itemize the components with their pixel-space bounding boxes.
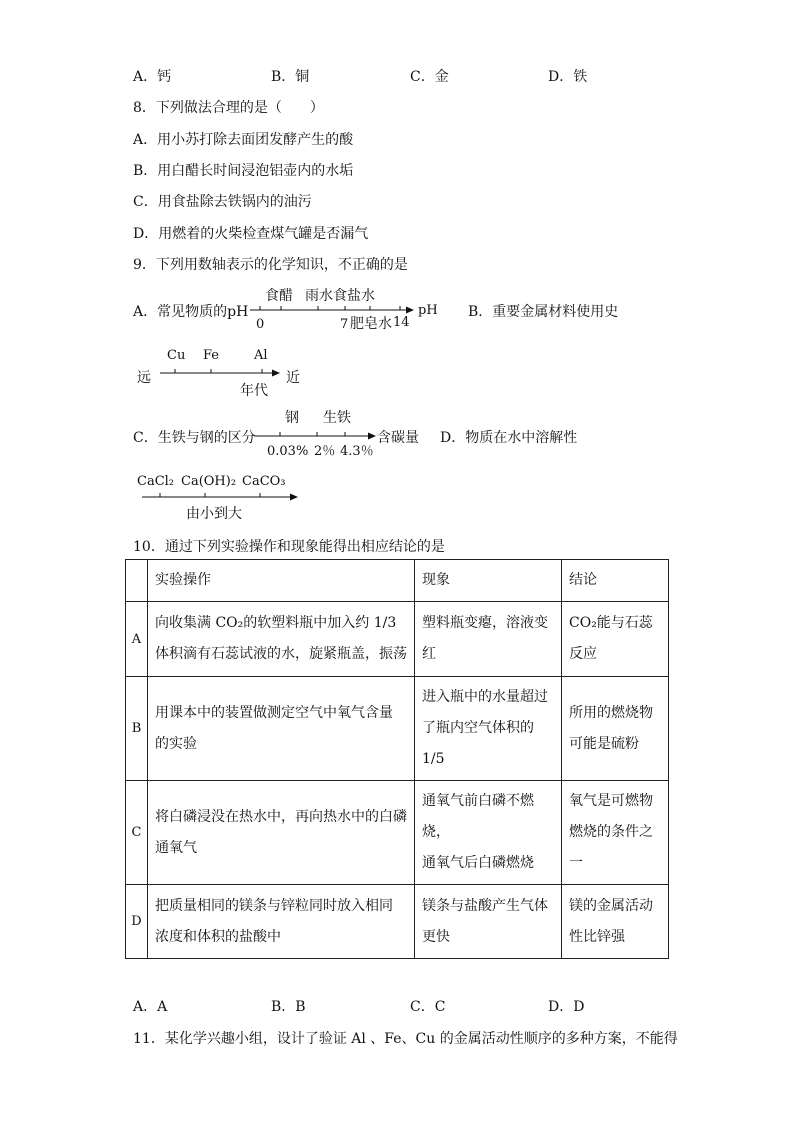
q9-a-bottom-0: 0 [256,317,265,332]
header-cell-phenomenon: 现象 [415,560,562,602]
row-letter: B [126,677,148,781]
q9-b-metal-al: Al [254,348,268,363]
row-conclusion: 氧气是可燃物 燃烧的条件之 一 [562,781,669,885]
table-row [126,677,669,781]
q9-b-axis-arrow [272,370,280,377]
q10-stem: 10．通过下列实验操作和现象能得出相应结论的是 [133,539,445,555]
q10-option-c: C．C [410,999,446,1015]
q9-stem: 9．下列用数轴表示的化学知识，不正确的是 [133,257,408,273]
table-row [126,781,669,885]
table-row [126,885,669,959]
q9-b-far: 远 [137,370,151,386]
q9-d-axis-label: 由小到大 [186,506,242,522]
q8-option-a: A．用小苏打除去面团发酵产生的酸 [133,132,354,148]
q9-a-label: A．常见物质的pH [133,304,249,320]
q9-a-axis-arrow [406,307,414,314]
q9-d-axis-arrow [290,494,298,501]
row-phenomenon: 通氧气前白磷不燃烧， 通氧气后白磷燃烧 [415,781,562,885]
row-conclusion: CO₂能与石蕊 反应 [562,602,669,677]
table-row [126,602,669,677]
q11-stem: 11．某化学兴趣小组，设计了验证 Al 、Fe、Cu 的金属活动性顺序的多种方案，不能得 [133,1031,678,1047]
row-operation: 将白磷浸没在热水中，再向热水中的白磷 通氧气 [148,781,415,885]
q9-b-near: 近 [286,370,300,386]
header-cell-operation: 实验操作 [148,560,415,602]
q9-a-top-saltwater: 食盐水 [333,288,375,304]
q8-stem: 8．下列做法合理的是（ ） [133,100,324,116]
q10-option-a: A．A [133,999,168,1015]
q9-d-top-caco3: CaCO₃ [242,474,286,489]
q9-a-axis-label: pH [418,303,438,318]
q10-table [125,559,669,959]
header-cell-conclusion: 结论 [562,560,669,602]
q9-c-bottom-2: 2％ [314,444,336,459]
q9-d-top-cacl2: CaCl₂ [137,474,175,489]
q9-a-bottom-soap: 肥皂水 [350,316,392,332]
q7-option-d: D．铁 [548,69,588,85]
row-conclusion: 所用的燃烧物 可能是硫粉 [562,677,669,781]
row-letter: D [126,885,148,959]
q10-option-b: B．B [271,999,306,1015]
q7-option-c: C．金 [410,69,449,85]
q7-option-b: B．铜 [271,69,310,85]
row-operation: 用课本中的装置做测定空气中氧气含量 的实验 [148,677,415,781]
row-conclusion: 镁的金属活动 性比锌强 [562,885,669,959]
q9-b-label: B．重要金属材料使用史 [468,304,619,320]
q9-a-bottom-14: 14 [393,315,410,330]
header-cell-empty [126,560,148,602]
row-operation: 向收集满 CO₂的软塑料瓶中加入约 1/3 体积滴有石蕊试液的水，旋紧瓶盖，振荡 [148,602,415,677]
row-letter: A [126,602,148,677]
q7-option-a: A．钙 [133,69,172,85]
q9-c-top-pigiron: 生铁 [323,410,351,426]
q8-option-b: B．用白醋长时间浸泡铝壶内的水垢 [133,163,354,179]
q9-b-axis-label: 年代 [240,383,268,399]
q9-d-top-caoh2: Ca(OH)₂ [181,474,237,489]
row-operation: 把质量相同的镁条与锌粒同时放入相同 浓度和体积的盐酸中 [148,885,415,959]
q9-c-axis-label: 含碳量 [377,430,419,446]
q9-a-top-rain: 雨水 [305,288,333,304]
q9-a-bottom-7: 7 [340,317,349,332]
row-phenomenon: 镁条与盐酸产生气体 更快 [415,885,562,959]
q9-c-top-steel: 钢 [285,410,299,426]
q9-c-label: C．生铁与钢的区分 [133,430,256,446]
q8-option-d: D．用燃着的火柴检查煤气罐是否漏气 [133,226,369,242]
q9-a-top-vinegar: 食醋 [265,288,293,304]
q9-b-metal-cu: Cu [167,348,186,363]
q9-d-label: D．物质在水中溶解性 [440,430,578,446]
q10-option-d: D．D [548,999,585,1015]
q9-b-metal-fe: Fe [203,348,220,363]
q9-c-bottom-003: 0.03% [267,444,309,459]
row-phenomenon: 进入瓶中的水量超过 了瓶内空气体积的 1/5 [415,677,562,781]
row-letter: C [126,781,148,885]
q8-option-c: C．用食盐除去铁锅内的油污 [133,194,312,210]
row-phenomenon: 塑料瓶变瘪，溶液变 红 [415,602,562,677]
q9-c-bottom-43: 4.3％ [340,444,374,459]
table-header-row [126,560,669,602]
q9-c-axis-arrow [368,433,376,440]
